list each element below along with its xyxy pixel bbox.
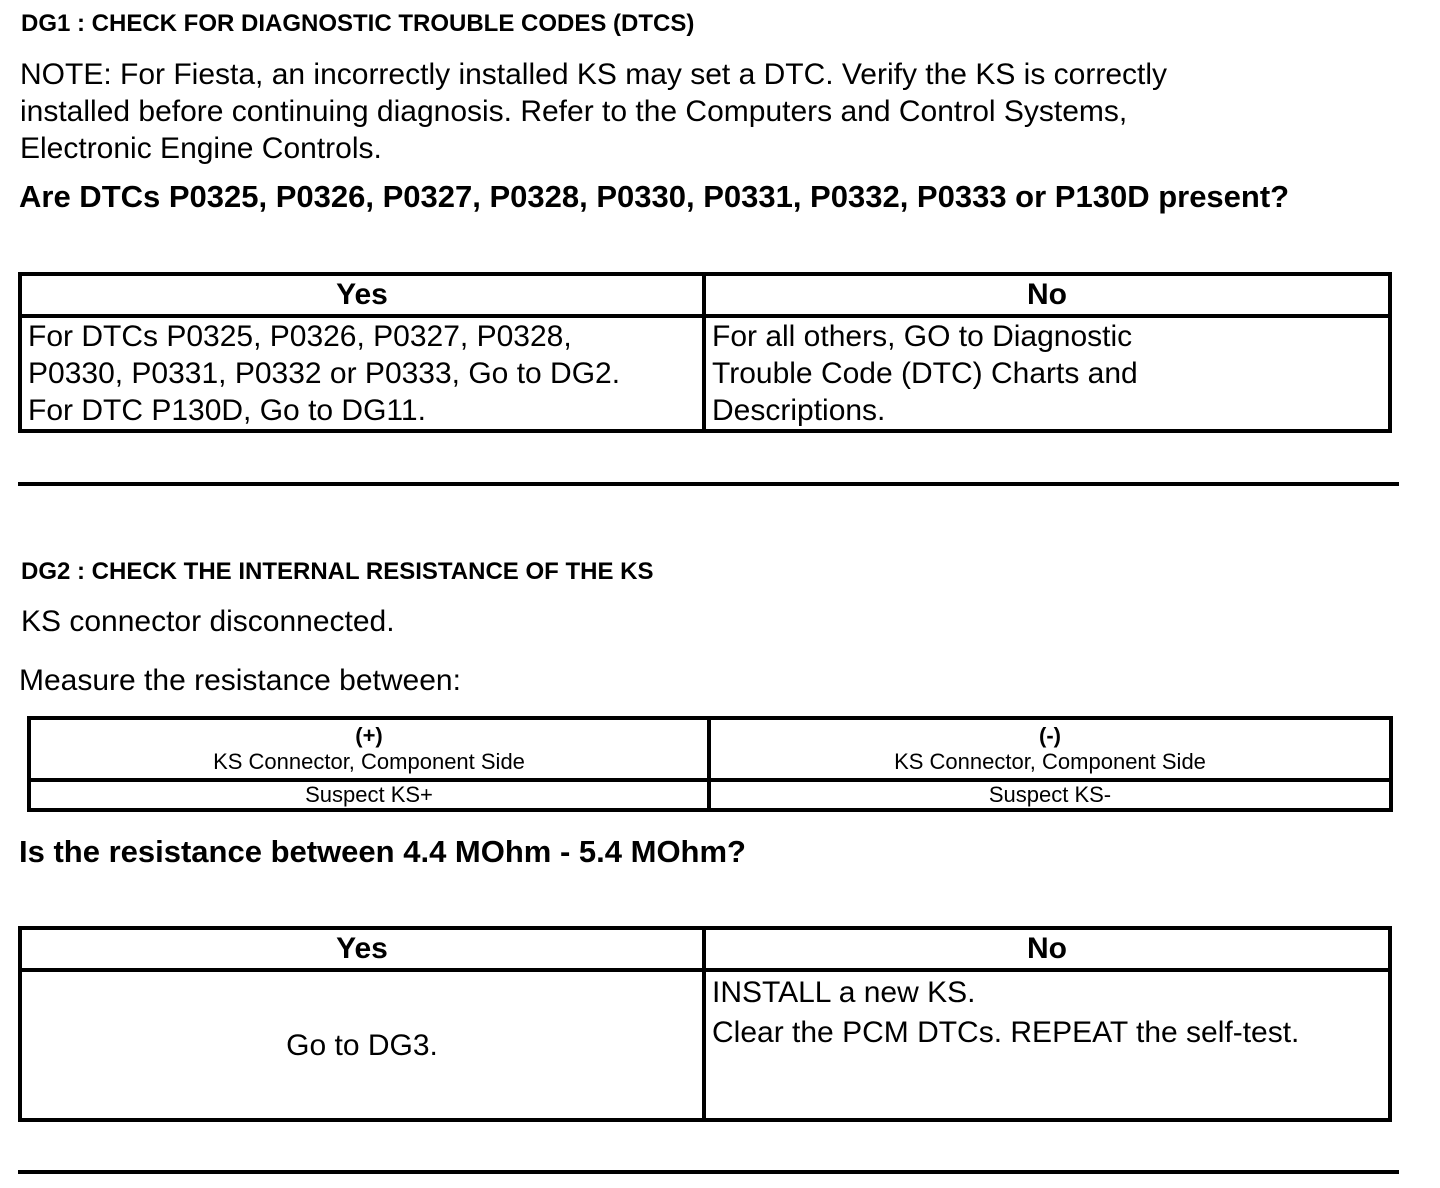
dg2-condition: KS connector disconnected. xyxy=(21,605,395,638)
measure-minus-pin: Suspect KS- xyxy=(709,780,1391,810)
dg1-yes-cell xyxy=(20,316,704,431)
dg1-no-cell xyxy=(704,316,1390,431)
dg1-no-line-1: For all others, GO to Diagnostic xyxy=(712,320,1133,353)
measure-minus-location: KS Connector, Component Side xyxy=(894,749,1206,774)
dg2-no-line-2: Clear the PCM DTCs. REPEAT the self-test. xyxy=(712,1016,1300,1049)
dg2-no-cell xyxy=(704,970,1390,1120)
dg1-question: Are DTCs P0325, P0326, P0327, P0328, P0330, P0331, P0332, P0333 or P130D present? xyxy=(19,179,1290,214)
dg2-no-header: No xyxy=(704,928,1390,970)
measure-plus-header xyxy=(29,718,709,780)
dg1-title: DG1 : CHECK FOR DIAGNOSTIC TROUBLE CODES (DTCS) xyxy=(21,10,695,37)
dg1-yes-no-table xyxy=(18,272,1392,433)
dg1-yes-line-2: P0330, P0331, P0332 or P0333, Go to DG2. xyxy=(28,357,621,390)
measure-plus-location: KS Connector, Component Side xyxy=(213,749,525,774)
measure-minus-label: (-) xyxy=(1039,723,1061,748)
dg1-yes-line-3: For DTC P130D, Go to DG11. xyxy=(28,394,426,427)
dg1-note-line-1: NOTE: For Fiesta, an incorrectly installed KS may set a DTC. Verify the KS is correctly xyxy=(20,58,1168,91)
dg1-note xyxy=(20,56,1167,167)
dg1-no-line-2: Trouble Code (DTC) Charts and xyxy=(712,357,1138,390)
dg2-yes-header: Yes xyxy=(20,928,704,970)
dg2-question: Is the resistance between 4.4 MOhm - 5.4 MOhm? xyxy=(19,834,746,869)
dg2-measure-intro: Measure the resistance between: xyxy=(19,664,461,697)
dg1-no-line-3: Descriptions. xyxy=(712,394,886,427)
dg1-note-line-2: installed before continuing diagnosis. Refer to the Computers and Control Systems, xyxy=(20,95,1128,128)
dg2-measure-table xyxy=(27,716,1393,812)
dg2-no-line-1: INSTALL a new KS. xyxy=(712,976,976,1009)
section-divider-2 xyxy=(18,1170,1399,1174)
dg1-note-line-3: Electronic Engine Controls. xyxy=(20,132,382,165)
dg1-yes-header: Yes xyxy=(20,274,704,316)
dg2-title: DG2 : CHECK THE INTERNAL RESISTANCE OF THE KS xyxy=(21,558,654,585)
measure-minus-header xyxy=(709,718,1391,780)
measure-plus-pin: Suspect KS+ xyxy=(29,780,709,810)
dg1-yes-line-1: For DTCs P0325, P0326, P0327, P0328, xyxy=(28,320,572,353)
dg1-no-header: No xyxy=(704,274,1390,316)
measure-plus-label: (+) xyxy=(355,723,383,748)
dg2-yes-no-table xyxy=(18,926,1392,1122)
section-divider-1 xyxy=(18,482,1399,486)
dg2-yes-cell: Go to DG3. xyxy=(20,970,704,1120)
